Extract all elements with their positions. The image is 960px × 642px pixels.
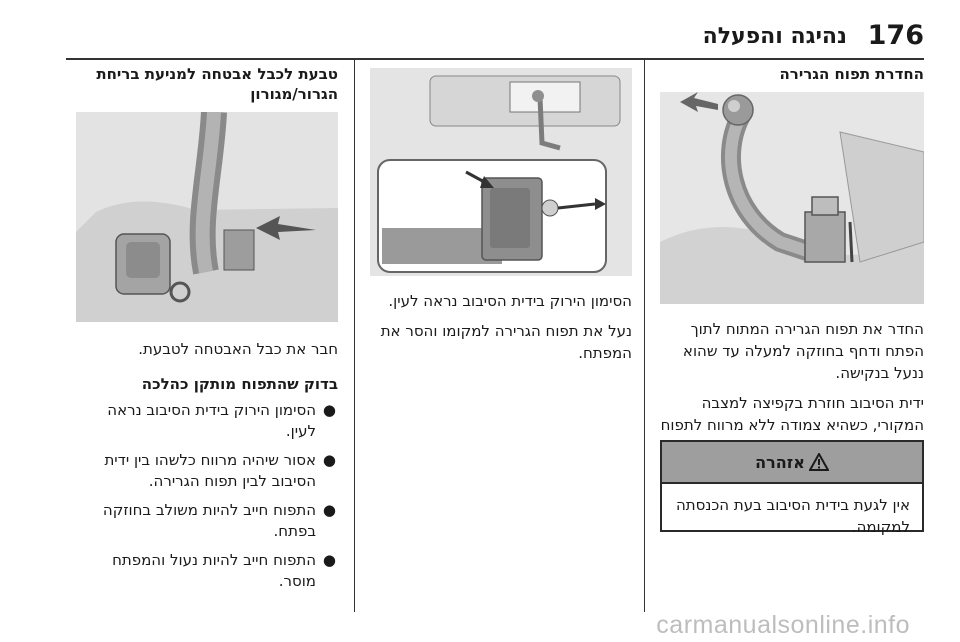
header-divider <box>66 58 924 60</box>
section-heading-safety-ring: טבעת לכבל אבטחה למניעת בריחת הגרור/מגורון <box>96 65 338 103</box>
check-list-item: ● הסימון הירוק בידית הסיבוב נראה לעין. <box>107 401 336 440</box>
page-header <box>0 0 960 60</box>
left-column <box>76 64 338 104</box>
check-heading: בדוק שהתפוח מותקן כהלכה <box>141 375 338 393</box>
safety-ring-illustration <box>76 112 338 322</box>
towball-insertion-illustration <box>660 92 924 304</box>
bullet-icon: ● <box>322 451 336 469</box>
figure-green-marking <box>370 68 632 276</box>
column-divider-right <box>644 60 645 612</box>
figure-safety-ring <box>76 112 338 322</box>
bullet-icon: ● <box>322 501 336 519</box>
green-marking-illustration <box>370 68 632 276</box>
safety-ring-caption: חבר את כבל האבטחה לטבעת. <box>138 340 338 358</box>
insert-paragraph-2: ידית הסיבוב חוזרת בקפיצה למצבה המקורי, כשהיא צמודה ללא מרווח לתפוח <box>660 394 924 434</box>
section-heading-insert-towball: החדרת תפוח הגרירה <box>779 65 924 83</box>
bullet-icon: ● <box>322 401 336 419</box>
check-list-item: ● אסור שיהיה מרווח כלשהו בין ידית הסיבוב לבין תפוח הגרירה. <box>104 451 336 490</box>
lock-key-paragraph: נעל את תפוח הגרירה למקומו והסר את המפתח. <box>380 322 632 362</box>
check-list-item: ● התפוח חייב להיות משולב בחוזקה בפתח. <box>102 501 336 540</box>
bullet-icon: ● <box>322 551 336 569</box>
page-title: נהיגה והפעלה <box>702 24 847 49</box>
warning-triangle-icon <box>809 453 829 471</box>
page-number: 176 <box>867 20 924 51</box>
warning-title-bar <box>662 442 922 484</box>
left-column-text <box>76 338 338 600</box>
watermark: carmanualsonline.info <box>656 611 910 639</box>
column-divider-left <box>354 60 355 612</box>
warning-title: אזהרה <box>755 452 805 472</box>
right-column-text <box>660 318 924 458</box>
right-column <box>660 64 924 84</box>
middle-column-text <box>370 290 632 364</box>
check-list <box>76 400 338 592</box>
warning-box <box>660 440 924 536</box>
warning-body: אין לגעת בידית הסיבוב בעת הכנסתה למקומה. <box>675 496 910 536</box>
green-marking-paragraph: הסימון הירוק בידית הסיבוב נראה לעין. <box>388 292 632 310</box>
check-list-item: ● התפוח חייב להיות נעול והמפתח מוסר. <box>112 551 336 590</box>
insert-paragraph-1: החדר את תפוח הגרירה המתוח לתוך הפתח ודחף בחוזקה למעלה עד שהוא ננעל בנקישה. <box>682 320 924 382</box>
figure-towball-insertion <box>660 92 924 304</box>
